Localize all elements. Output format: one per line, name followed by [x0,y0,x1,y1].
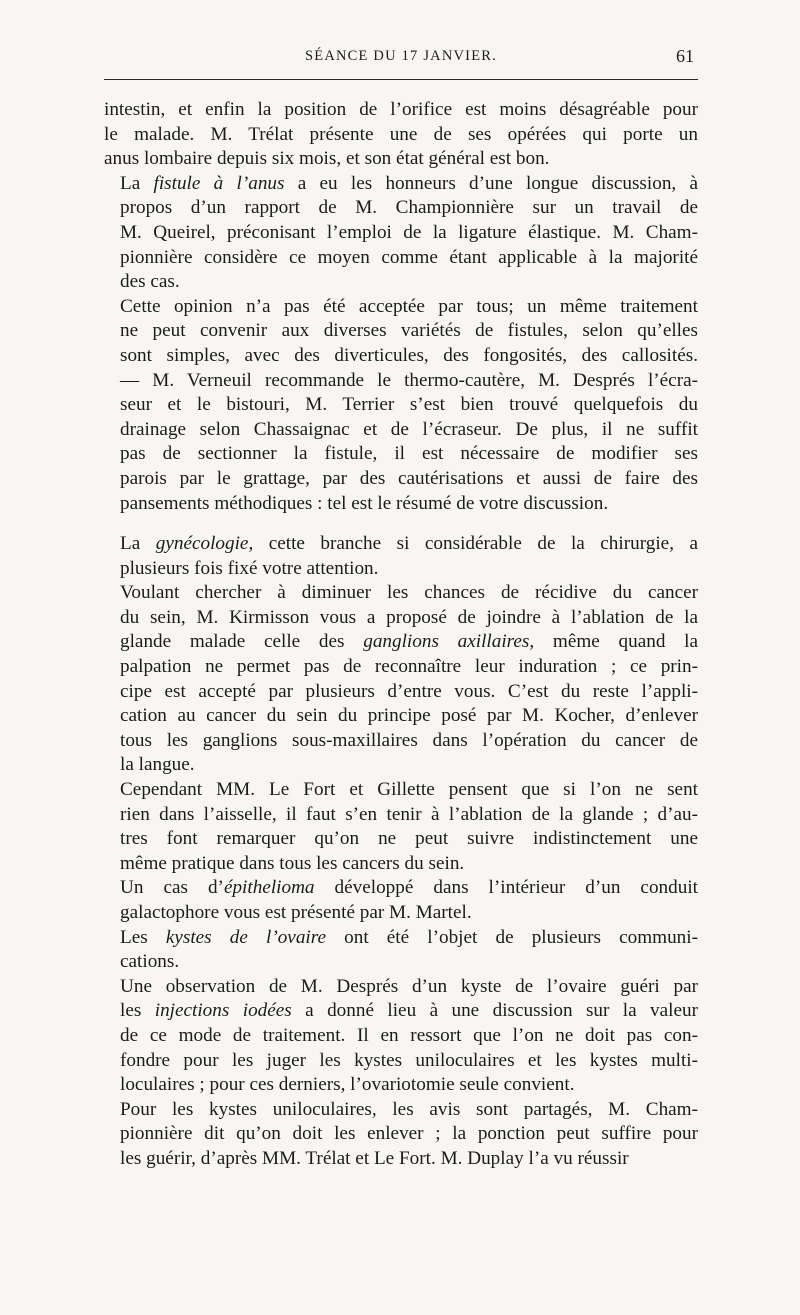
text-line: des cas. [120,271,180,293]
text-line: tous les ganglions sous-maxillaires dans l’opération du cancer de [120,729,698,751]
text-line: Les kystes de l’ovaire ont été l’objet de plusieurs communi- [120,926,698,948]
text-line: seur et le bistouri, M. Terrier s’est bien trouvé quelquefois du [120,394,698,416]
text-line: La fistule à l’anus a eu les honneurs d’une longue discussion, à [120,172,698,194]
text-line: tres font remarquer qu’on ne peut suivre indistinctement une [120,828,698,850]
text-line: palpation ne permet pas de reconnaître leur induration ; ce prin- [120,656,698,678]
running-head [104,46,698,72]
paragraph-5 [104,581,698,778]
header-rule [104,79,698,80]
body-text [104,98,698,1172]
text-line: rien dans l’aisselle, il faut s’en tenir à l’ablation de la glande ; d’au- [120,803,698,825]
text-line: Cependant MM. Le Fort et Gillette pensent que si l’on ne sent [120,779,698,801]
text-line: de ce mode de traitement. Il en ressort que l’on ne doit pas con- [120,1024,698,1046]
text-line: anus lombaire depuis six mois, et son état général est bon. [104,148,550,170]
text-line: galactophore vous est présenté par M. Martel. [120,902,472,923]
text-line: du sein, M. Kirmisson vous a proposé de joindre à l’ablation de la [120,606,698,628]
text-line: cipe est accepté par plusieurs d’entre vous. C’est du reste l’appli- [120,680,698,702]
text-line: — M. Verneuil recommande le thermo-cautère, M. Després l’écra- [120,369,698,391]
text-line: fondre pour les juger les kystes uniloculaires et les kystes multi- [120,1049,698,1071]
text-line: Cette opinion n’a pas été acceptée par tous; un même traitement [120,295,698,317]
text-line: loculaires ; pour ces derniers, l’ovariotomie seule convient. [120,1074,575,1096]
text-line: M. Queirel, préconisant l’emploi de la ligature élastique. M. Cham- [120,221,698,243]
text-line: propos d’un rapport de M. Championnière sur un travail de [120,197,698,219]
text-line: plusieurs fois fixé votre attention. [120,557,379,579]
text-line: ne peut convenir aux diverses variétés de fistules, selon qu’elles [120,320,698,342]
text-line: cations. [120,951,180,973]
text-line: intestin, et enfin la position de l’orifice est moins désagréable pour [104,99,698,120]
text-line: le malade. M. Trélat présente une de ses opérées qui porte un [104,123,698,145]
text-line: Voulant chercher à diminuer les chances de récidive du cancer [120,582,698,604]
paragraph-1 [104,98,698,172]
paragraph-2 [104,172,698,295]
text-line: cation au cancer du sein du principe posé par M. Kocher, d’enlever [120,705,698,727]
text-line: glande malade celle des ganglions axillaires, même quand la [120,631,698,653]
text-line: sont simples, avec des diverticules, des fongosités, des callosités. [120,344,698,366]
paragraph-8 [104,926,698,975]
text-line: Pour les kystes uniloculaires, les avis sont partagés, M. Cham- [120,1098,698,1120]
text-line: Un cas d’épithelioma développé dans l’intérieur d’un conduit [120,877,698,899]
text-line: drainage selon Chassaignac et de l’écraseur. De plus, il ne suffit [120,418,698,440]
paragraph-6 [104,778,698,876]
running-title: SÉANCE DU 17 JANVIER. [305,48,497,64]
text-line: même pratique dans tous les cancers du sein. [120,852,465,874]
text-line: pansements méthodiques : tel est le résumé de votre discussion. [120,492,609,514]
text-line: pionnière dit qu’on doit les enlever ; la ponction peut suffire pour [120,1123,698,1145]
paragraph-7 [104,876,698,925]
text-line: pas de sectionner la fistule, il est nécessaire de modifier ses [120,443,698,465]
text-line: les guérir, d’après MM. Trélat et Le Fort. M. Duplay l’a vu réussir [120,1147,629,1169]
text-line: pionnière considère ce moyen comme étant applicable à la majorité [120,246,698,268]
page-number: 61 [676,46,694,66]
text-line: La gynécologie, cette branche si considérable de la chirurgie, a [120,533,698,555]
paragraph-4 [104,532,698,581]
paragraph-3 [104,295,698,516]
paragraph-9 [104,975,698,1098]
text-line: parois par le grattage, par des cautérisations et aussi de faire des [120,467,698,489]
text-line: la langue. [120,754,195,776]
text-line: les injections iodées a donné lieu à une discussion sur la valeur [120,1000,699,1022]
text-line: Une observation de M. Després d’un kyste de l’ovaire guéri par [120,975,698,997]
paragraph-10 [104,1098,698,1172]
